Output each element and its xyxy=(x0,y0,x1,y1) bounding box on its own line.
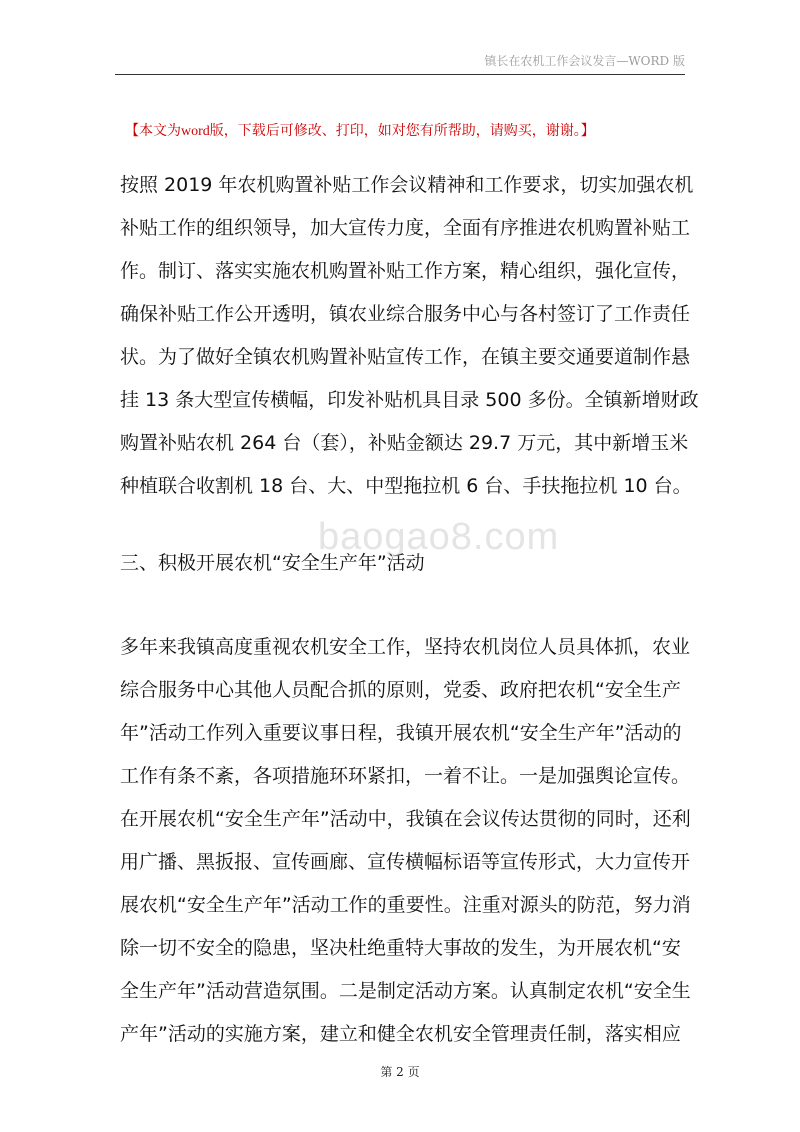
text-line: 产年”活动的实施方案，建立和健全农机安全管理责任制，落实相应 xyxy=(120,1023,681,1045)
text-line: 种植联合收割机 18 台、大、中型拖拉机 6 台、手扶拖拉机 10 台。 xyxy=(120,475,692,497)
header-rule xyxy=(115,74,685,75)
text-line: 确保补贴工作公开透明，镇农业综合服务中心与各村签订了工作责任 xyxy=(120,303,691,325)
text-line: 挂 13 条大型宣传横幅，印发补贴机具目录 500 多份。全镇新增财政 xyxy=(120,389,699,411)
text-line: 全生产年”活动营造氛围。二是制定活动方案。认真制定农机“安全生 xyxy=(120,980,691,1002)
text-line: 在开展农机“安全生产年”活动中，我镇在会议传达贯彻的同时，还利 xyxy=(120,808,691,830)
page-number: 第 2 页 xyxy=(380,1065,420,1079)
header-title: 镇长在农机工作会议发言—WORD 版 xyxy=(484,54,685,68)
text-line: 除一切不安全的隐患，坚决杜绝重特大事故的发生，为开展农机“安 xyxy=(120,937,681,959)
text-line: 工作有条不紊，各项措施环环紧扣，一着不让。一是加强舆论宣传。 xyxy=(120,765,691,787)
text-line: 按照 2019 年农机购置补贴工作会议精神和工作要求，切实加强农机 xyxy=(120,174,694,196)
text-line: 年”活动工作列入重要议事日程，我镇开展农机“安全生产年”活动的 xyxy=(120,722,682,744)
download-notice: 【本文为word版，下载后可修改、打印，如对您有所帮助，请购买，谢谢。】 xyxy=(125,124,595,139)
text-line: 作。制订、落实实施农机购置补贴工作方案，精心组织，强化宣传， xyxy=(120,260,691,282)
text-line: 综合服务中心其他人员配合抓的原则，党委、政府把农机“安全生产 xyxy=(120,679,681,701)
page-header xyxy=(0,0,800,76)
text-line: 补贴工作的组织领导，加大宣传力度，全面有序推进农机购置补贴工 xyxy=(120,217,691,239)
text-line: 用广播、黑扳报、宣传画廊、宣传横幅标语等宣传形式，大力宣传开 xyxy=(120,851,691,873)
text-line: 展农机“安全生产年”活动工作的重要性。注重对源头的防范，努力消 xyxy=(120,894,691,916)
text-line: 购置补贴农机 264 台（套），补贴金额达 29.7 万元，其中新增玉米 xyxy=(120,432,689,454)
section-heading: 三、积极开展农机“安全生产年”活动 xyxy=(120,552,425,574)
watermark: baogao8.com xyxy=(318,516,560,558)
text-line: 多年来我镇高度重视农机安全工作，坚持农机岗位人员具体抓，农业 xyxy=(120,636,691,658)
text-line: 状。为了做好全镇农机购置补贴宣传工作，在镇主要交通要道制作悬 xyxy=(120,346,691,368)
